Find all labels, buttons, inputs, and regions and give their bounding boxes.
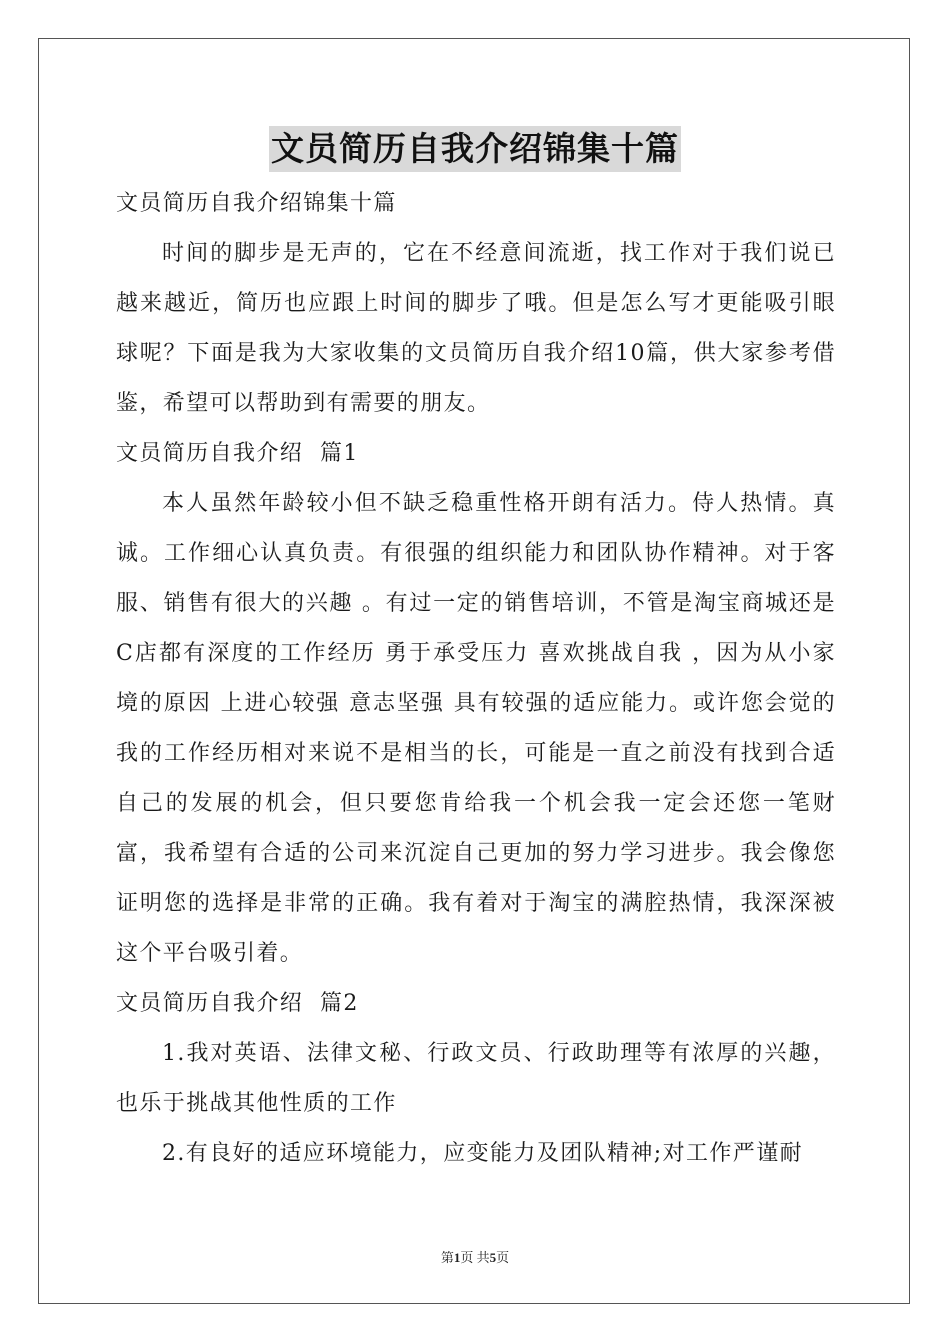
footer-total-pages: 5 bbox=[489, 1250, 497, 1265]
document-subtitle: 文员简历自我介绍锦集十篇 bbox=[116, 191, 397, 216]
section-1-paragraph: 本人虽然年龄较小但不缺乏稳重性格开朗有活力。侍人热情。真诚。工作细心认真负责。有很强的组织能力和团队协作精神。对于客服、销售有很大的兴趣 。有过一定的销售培训，不管是淘宝商城还是C店都有深度的工作经历 勇于承受压力 喜欢挑战自我 ，因为从小家境的原因 上进心较强 意志坚强 具有较强的适应能力。或许您会觉的我的工作经历相对来说不是相当的长，可能是一直之前没有找到合适自己的发展的机会，但只要您肯给我一个机会我一定会还您一笔财富，我希望有合适的公司来沉淀自己更加的努力学习进步。我会像您证明您的选择是非常的正确。我有着对于淘宝的满腔热情，我深深被这个平台吸引着。 bbox=[116, 491, 836, 966]
title-container bbox=[0, 126, 950, 172]
section-2-item-1: 1.我对英语、法律文秘、行政文员、行政助理等有浓厚的兴趣，也乐于挑战其他性质的工作 bbox=[116, 1041, 836, 1116]
document-title: 文员简历自我介绍锦集十篇 bbox=[269, 126, 681, 172]
footer-page-prefix: 第 bbox=[440, 1250, 454, 1265]
intro-paragraph: 时间的脚步是无声的，它在不经意间流逝，找工作对于我们说已越来越近，简历也应跟上时间的脚步了哦。但是怎么写才更能吸引眼球呢？下面是我为大家收集的文员简历自我介绍10篇，供大家参考借鉴，希望可以帮助到有需要的朋友。 bbox=[116, 241, 836, 416]
footer-page-suffix: 页 bbox=[496, 1250, 510, 1265]
page-footer bbox=[0, 1247, 950, 1266]
section-2-item-2: 2.有良好的适应环境能力，应变能力及团队精神;对工作严谨耐 bbox=[162, 1141, 804, 1166]
footer-current-page: 1 bbox=[453, 1250, 461, 1265]
footer-page-mid: 页 共 bbox=[460, 1250, 490, 1265]
section-1-heading: 文员简历自我介绍 篇1 bbox=[116, 441, 359, 466]
section-2-heading: 文员简历自我介绍 篇2 bbox=[116, 991, 359, 1016]
document-body bbox=[116, 179, 836, 1179]
